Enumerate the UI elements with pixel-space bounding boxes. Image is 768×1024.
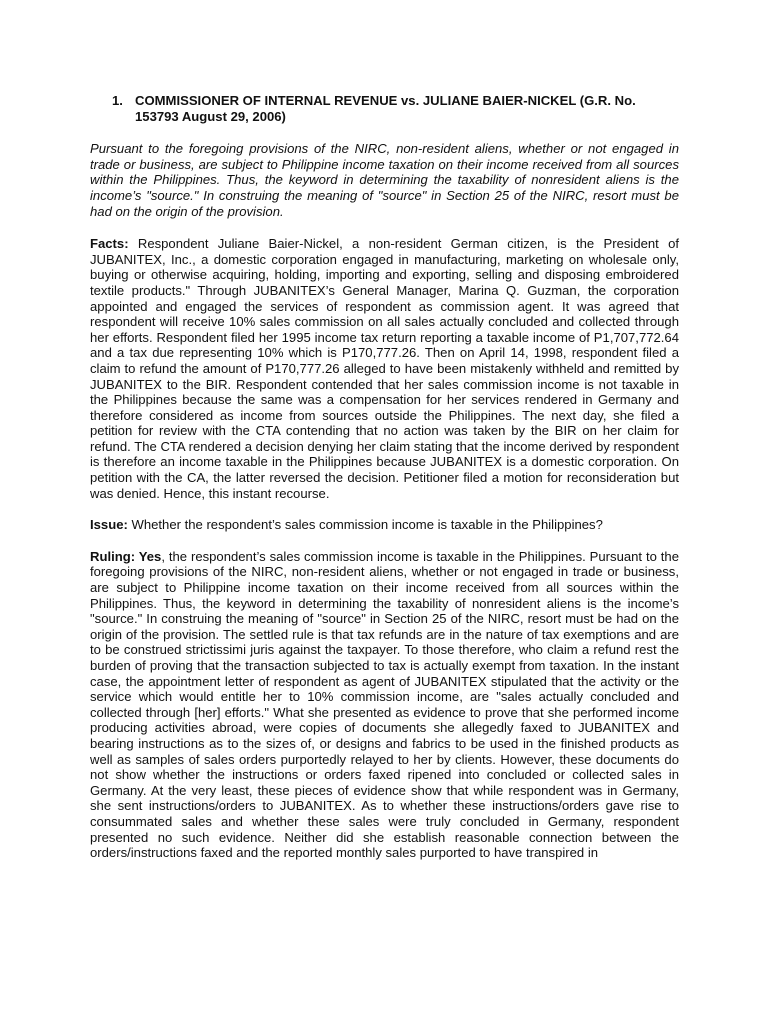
case-title: COMMISSIONER OF INTERNAL REVENUE vs. JULIANE BAIER-NICKEL (G.R. No. 153793 August 29, 2006) — [135, 93, 636, 124]
issue-text: Whether the respondent’s sales commission income is taxable in the Philippines? — [131, 517, 603, 533]
ruling-paragraph — [90, 549, 679, 861]
case-summary: Pursuant to the foregoing provisions of the NIRC, non-resident aliens, whether or not engaged in trade or business, are subject to Philippine income taxation on their income received from all sources within the Philippines. Thus, the keyword in determining the taxability of nonresident aliens is the income’s "source." In construing the meaning of "source" in Section 25 of the NIRC, resort must be had on the origin of the provision. — [90, 141, 679, 219]
ruling-text: , the respondent’s sales commission income is taxable in the Philippines. Pursuant to the foregoing provisions of the NIRC, non-resident aliens, whether or not engaged in trade or business, are subject to Philippine income taxation on their income received from all sources within the Philippines. Thus, the keyword in determining the taxability of nonresident aliens is the income’s "source." In construing the meaning of "source" in Section 25 of the NIRC, resort must be had on the origin of the provision. The settled rule is that tax refunds are in the nature of tax exemptions and are to be construed strictissimi juris against the taxpayer. To those therefore, who claim a refund rest the burden of proving that the transaction subjected to tax is actually exempt from taxation. In the instant case, the appointment letter of respondent as agent of JUBANITEX stipulated that the activity or the service which would entitle her to 10% commission income, are "sales actually concluded and collected through [her] efforts." What she presented as evidence to prove that she performed income producing activities abroad, were copies of documents she allegedly faxed to JUBANITEX and bearing instructions as to the sizes of, or designs and fabrics to be used in the finished products as well as samples of sales orders purportedly relayed to her by clients. However, these documents do not show whether the instructions or orders faxed ripened into concluded or collected sales in Germany. At the very least, these pieces of evidence show that while respondent was in Germany, she sent instructions/orders to JUBANITEX. As to whether these instructions/orders gave rise to consummated sales and whether these sales were truly concluded in Germany, respondent presented no such evidence. Neither did she establish reasonable connection between the orders/instructions faxed and the reported monthly sales purported to have transpired in — [90, 548, 679, 861]
facts-label: Facts: — [90, 236, 129, 252]
document-page — [90, 93, 679, 861]
case-number: 1. — [112, 93, 123, 108]
issue-paragraph — [90, 517, 679, 533]
facts-paragraph — [90, 236, 679, 501]
issue-label: Issue: — [90, 517, 128, 533]
ruling-label: Ruling: Yes — [90, 548, 162, 564]
case-heading — [90, 93, 679, 124]
facts-text: Respondent Juliane Baier-Nickel, a non-resident German citizen, is the President of JUBANITEX, Inc., a domestic corporation engaged in manufacturing, marketing on wholesale only, buying or otherwise acquiring, holding, importing and exporting, selling and disposing embroidered textile products." Through JUBANITEX’s General Manager, Marina Q. Guzman, the corporation appointed and engaged the services of respondent as commission agent. It was agreed that respondent will receive 10% sales commission on all sales actually concluded and collected through her efforts. Respondent filed her 1995 income tax return reporting a taxable income of P1,707,772.64 and a tax due representing 10% which is P170,777.26. Then on April 14, 1998, respondent filed a claim to refund the amount of P170,777.26 alleged to have been mistakenly withheld and remitted by JUBANITEX to the BIR. Respondent contended that her sales commission income is not taxable in the Philippines because the same was a compensation for her services rendered in Germany and therefore considered as income from sources outside the Philippines. The next day, she filed a petition for review with the CTA contending that no action was taken by the BIR on her claim for refund. The CTA rendered a decision denying her claim stating that the income derived by respondent is therefore an income taxable in the Philippines because JUBANITEX is a domestic corporation. On petition with the CA, the latter reversed the decision. Petitioner filed a motion for reconsideration but was denied. Hence, this instant recourse. — [90, 236, 679, 501]
